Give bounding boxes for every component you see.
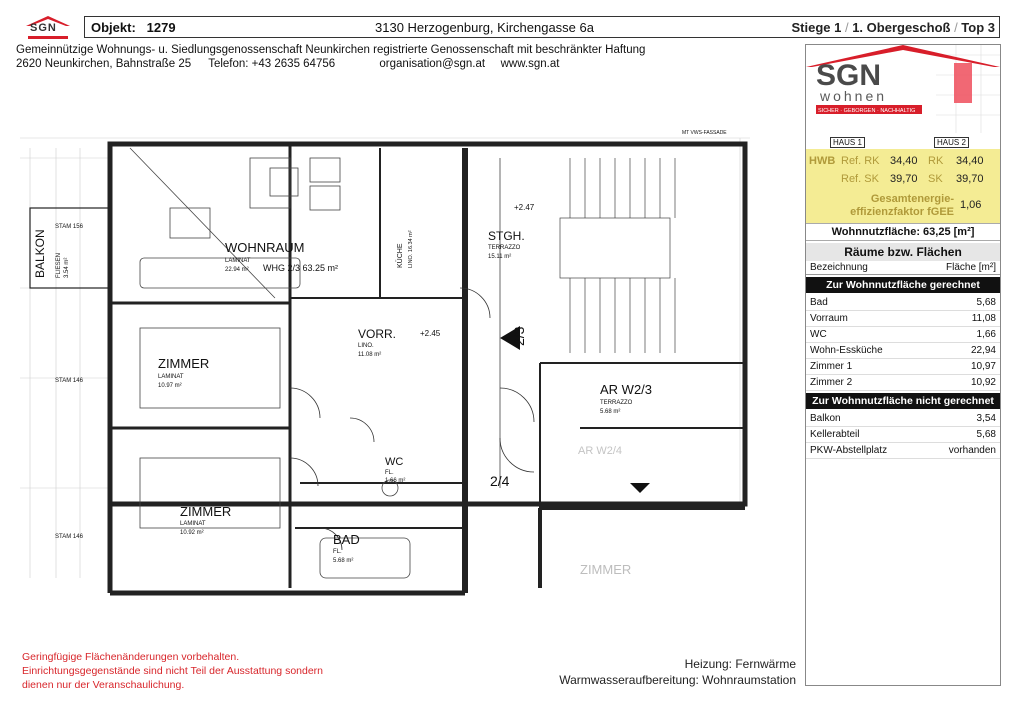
warmwater-text: Warmwasseraufbereitung: Wohnraumstation — [559, 673, 796, 687]
arrow-down-icon — [630, 483, 650, 493]
room-area: vorhanden — [948, 445, 996, 456]
label-zimmer-1-area: 10.97 m² — [158, 383, 182, 389]
sk-label: SK — [928, 173, 943, 185]
room-name: Kellerabteil — [810, 429, 860, 440]
room-area: 5,68 — [976, 429, 996, 440]
info-sidebar — [805, 44, 1001, 686]
label-wc-area: 1.66 m² — [385, 478, 406, 484]
wohnnutzflaeche-total: Wohnnutzfläche: 63,25 [m²] — [806, 223, 1000, 241]
room-name: Balkon — [810, 413, 841, 424]
table-row — [806, 375, 1000, 391]
ref-sk-label: Ref. SK — [841, 173, 879, 185]
unit-location: Stiege 1 / 1. Obergeschoß / Top 3 — [791, 19, 995, 35]
company-web: www.sgn.at — [500, 58, 560, 70]
table-row — [806, 359, 1000, 375]
ref-rk-label: Ref. RK — [841, 155, 880, 167]
rooms-not-counted-list — [806, 411, 1000, 459]
label-bad-area: 5.68 m² — [333, 558, 354, 564]
label-whg: WHG 2/3 63.25 m² — [263, 263, 339, 273]
rooms-counted-list — [806, 295, 1000, 391]
label-balkon-area: 3.54 m² — [64, 257, 70, 278]
disclaimer-line: Geringfügige Flächenänderungen vorbehalten. — [22, 651, 240, 663]
haus-1-tag: HAUS 1 — [830, 137, 865, 148]
stiege-text: Stiege 1 — [791, 19, 842, 35]
label-stgh-area: 15.11 m² — [488, 254, 512, 260]
label-stam-1: STAM 146 — [55, 378, 83, 384]
label-ar-floor: TERRAZZO — [600, 400, 633, 406]
label-stam-balkon: STAM 156 — [55, 224, 83, 230]
fgee-value: 1,06 — [960, 199, 982, 211]
col-name: Bezeichnung — [810, 262, 868, 273]
logo-small-text: SGN — [30, 22, 57, 34]
label-zimmer-2: ZIMMER — [180, 504, 232, 519]
object-address: 3130 Herzogenburg, Kirchengasse 6a — [375, 19, 594, 35]
disclaimer-line: Einrichtungsgegenstände sind nicht Teil der Ausstattung sondern — [22, 665, 324, 677]
label-level-1: +2.47 — [514, 203, 535, 212]
fgee-label-1: Gesamtenergie- — [870, 193, 954, 205]
rk-label: RK — [928, 155, 944, 167]
section-not-counted: Zur Wohnnutzfläche nicht gerechnet — [806, 393, 1000, 409]
label-kueche-floor: LINO. 16.34 m² — [408, 230, 414, 268]
table-row — [806, 343, 1000, 359]
hwb-label: HWB — [809, 155, 836, 167]
label-kueche: KÜCHE — [397, 243, 404, 268]
table-row — [806, 295, 1000, 311]
room-area: 11,08 — [971, 313, 996, 324]
hwb-panel — [806, 149, 1000, 223]
label-wc-floor: FL. — [385, 470, 394, 476]
col-area: Fläche [m²] — [945, 262, 996, 273]
sk-value: 39,70 — [956, 173, 984, 185]
disclaimer — [22, 650, 323, 692]
objekt-label: Objekt: — [91, 19, 136, 35]
label-zimmer-2-area: 10.92 m² — [180, 530, 204, 536]
table-row — [806, 311, 1000, 327]
label-level-2: +2.45 — [420, 329, 441, 338]
company-email: organisation@sgn.at — [379, 58, 486, 70]
table-row — [806, 327, 1000, 343]
label-wohnraum-floor: LAMINAT — [225, 258, 251, 264]
fgee-label-2: effizienzfaktor fGEE — [850, 206, 954, 218]
label-zimmer-2-floor: LAMINAT — [180, 521, 206, 527]
sgn-wohnen-logo — [806, 45, 1000, 133]
objekt-number: 1279 — [146, 19, 176, 35]
side-logo-slogan: SICHER · GEBORGEN · NACHHALTIG — [818, 108, 916, 114]
label-balkon: BALKON — [33, 229, 47, 278]
ref-rk-value: 34,40 — [890, 155, 918, 167]
room-area: 1,66 — [976, 329, 996, 340]
label-vorr-area: 11.08 m² — [358, 352, 382, 358]
logo-small-bar — [28, 36, 68, 39]
label-zimmer-next: ZIMMER — [580, 562, 632, 577]
side-logo-main: SGN — [816, 59, 882, 92]
top-text: Top 3 — [961, 19, 995, 35]
disclaimer-line: dienen nur der Veranschaulichung. — [22, 679, 185, 691]
room-name: Zimmer 1 — [810, 361, 853, 372]
label-wc: WC — [385, 456, 404, 468]
label-top-23: 2/3 — [511, 326, 527, 346]
company-name: Gemeinnützige Wohnungs- u. Siedlungsgenossenschaft Neunkirchen registrierte Genossenschaft mit beschränkter Haftung — [16, 44, 646, 56]
room-area: 10,97 — [970, 361, 996, 372]
label-top-24: 2/4 — [490, 473, 510, 489]
room-name: Wohn-Essküche — [810, 345, 883, 356]
label-stgh-floor: TERRAZZO — [488, 245, 521, 251]
side-logo-sub: wohnen — [820, 88, 888, 104]
label-ar-area: 5.68 m² — [600, 409, 621, 415]
sgn-logo-small — [26, 16, 70, 38]
label-stam-2: STAM 146 — [55, 534, 83, 540]
heating-text: Heizung: Fernwärme — [684, 657, 796, 671]
label-vorr-floor: LINO. — [358, 343, 374, 349]
rooms-column-header — [806, 261, 1000, 275]
company-street: 2620 Neunkirchen, Bahnstraße 25 — [16, 58, 192, 70]
header-bar — [84, 16, 1000, 38]
label-bad-floor: FL. — [333, 549, 342, 555]
room-name: WC — [810, 329, 827, 340]
haus-2-tag: HAUS 2 — [934, 137, 969, 148]
label-wohnraum: WOHNRAUM — [225, 240, 305, 255]
room-name: Vorraum — [810, 313, 848, 324]
company-phone: Telefon: +43 2635 64756 — [208, 58, 336, 70]
rooms-title: Räume bzw. Flächen — [806, 243, 1000, 261]
label-stgh: STGH. — [488, 229, 525, 243]
label-ar-next: AR W2/4 — [578, 445, 623, 457]
label-vorr: VORR. — [358, 327, 397, 341]
section-counted: Zur Wohnnutzfläche gerechnet — [806, 277, 1000, 293]
room-area: 5,68 — [976, 297, 996, 308]
label-wohnraum-area: 22.94 m² — [225, 267, 249, 273]
rooms-table — [806, 243, 1000, 459]
label-zimmer-1: ZIMMER — [158, 356, 210, 371]
table-row — [806, 443, 1000, 459]
label-fassade: MT VWS-FASSADE — [682, 130, 727, 136]
label-ar: AR W2/3 — [600, 382, 653, 397]
room-area: 22,94 — [970, 345, 996, 356]
room-name: Bad — [810, 297, 828, 308]
ref-sk-value: 39,70 — [890, 173, 918, 185]
room-name: Zimmer 2 — [810, 377, 853, 388]
company-info — [16, 43, 645, 71]
label-zimmer-1-floor: LAMINAT — [158, 374, 184, 380]
label-bad: BAD — [333, 532, 360, 547]
table-row — [806, 411, 1000, 427]
room-area: 10,92 — [970, 377, 996, 388]
room-area: 3,54 — [976, 413, 996, 424]
objekt-field — [85, 20, 375, 35]
label-balkon-floor: FLIESEN — [56, 252, 62, 278]
table-row — [806, 427, 1000, 443]
rk-value: 34,40 — [956, 155, 984, 167]
heating-info — [559, 656, 796, 688]
floor-plan — [20, 128, 750, 598]
room-name: PKW-Abstellplatz — [810, 445, 888, 456]
geschoss-text: 1. Obergeschoß — [852, 19, 951, 35]
